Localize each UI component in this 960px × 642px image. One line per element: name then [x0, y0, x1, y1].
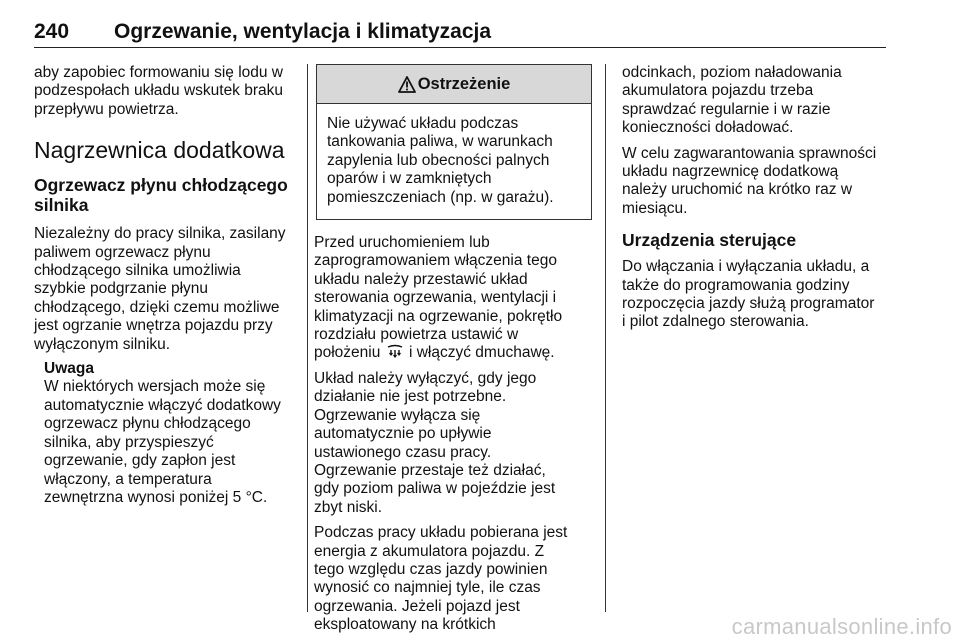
body-paragraph: Układ należy wyłączyć, gdy jego działanie nie jest potrzebne. Ogrzewanie wyłącza się automatycznie po upływie ustawionego czasu pracy. Ogrzewanie przestaje też działać, gdy poziom paliwa w pojeździe jest zbyt niski. — [314, 369, 556, 516]
chapter-title: Ogrzewanie, wentylacja i klimatyzacja — [114, 20, 492, 43]
column-divider — [307, 64, 308, 612]
windshield-defrost-icon — [387, 344, 403, 360]
column-1 — [34, 64, 298, 507]
subsection-heading: Ogrzewacz płynu chłodzącego silnika — [34, 175, 288, 216]
section-heading: Nagrzewnica dodatkowa — [34, 137, 285, 164]
warning-triangle-icon — [398, 76, 416, 93]
warning-title: Ostrzeżenie — [417, 74, 511, 93]
body-paragraph: Do włączania i wyłączania układu, a także do programowania godziny rozpoczęcia jazdy służą programator i pilot zdalnego sterowania. — [622, 258, 875, 331]
page-header — [34, 20, 886, 48]
warning-text: Nie używać układu podczas tankowania paliwa, w warunkach zapylenia lub obecności palnych oparów i w zamkniętych pomieszczeniach (np. w garażu). — [327, 115, 554, 206]
subsection-heading: Urządzenia sterujące — [622, 230, 797, 251]
body-paragraph: Przed uruchomieniem lub zaprogramowaniem włączenia tego układu należy przestawić układ sterowania ogrzewania, wentylacji i klimatyzacji na ogrzewanie, pokrętło rozdziału powietrza ustawić w położeniu i włączyć dmuchawę. — [314, 234, 563, 362]
note-title: Uwaga — [44, 360, 94, 378]
body-paragraph: Podczas pracy układu pobierana jest energia z akumulatora pojazdu. Z tego względu czas jazdy powinien wynosić co najmniej tyle, ile czas ogrzewania. Jeżeli pojazd jest eksploatowany na krótkich — [314, 524, 568, 634]
body-paragraph: Niezależny do pracy silnika, zasilany paliwem ogrzewacz płynu chłodzącego silnika umożliwia szybkie podgrzanie płynu chłodzącego, dzięki czemu możliwe jest ogrzanie wnętrza pojazdu przy wyłączonym silniku. — [34, 225, 286, 353]
intro-paragraph: aby zapobiec formowaniu się lodu w podzespołach układu wskutek braku przepływu powietrza. — [34, 64, 284, 118]
watermark: carmanualsonline.info — [731, 614, 952, 639]
note-block: Uwaga W niektórych wersjach może się automatycznie włączyć dodatkowy ogrzewacz płynu chłodzącego silnika, aby przyspieszyć ogrzewanie, gdy zapłon jest włączony, a temperatura zewnętrzna wynosi poniżej 5 °C. — [34, 360, 298, 507]
column-2 — [314, 64, 594, 635]
warning-header — [317, 65, 591, 104]
page-number: 240 — [34, 20, 70, 43]
body-paragraph: W celu zagwarantowania sprawności układu nagrzewnicę dodatkową należy uruchomić na krótko raz w miesiącu. — [622, 144, 877, 217]
body-paragraph: odcinkach, poziom naładowania akumulatora pojazdu trzeba sprawdzać regularnie i w razie konieczności doładować. — [622, 64, 842, 137]
warning-box — [316, 64, 592, 220]
column-3 — [622, 64, 886, 332]
column-divider — [605, 64, 606, 612]
